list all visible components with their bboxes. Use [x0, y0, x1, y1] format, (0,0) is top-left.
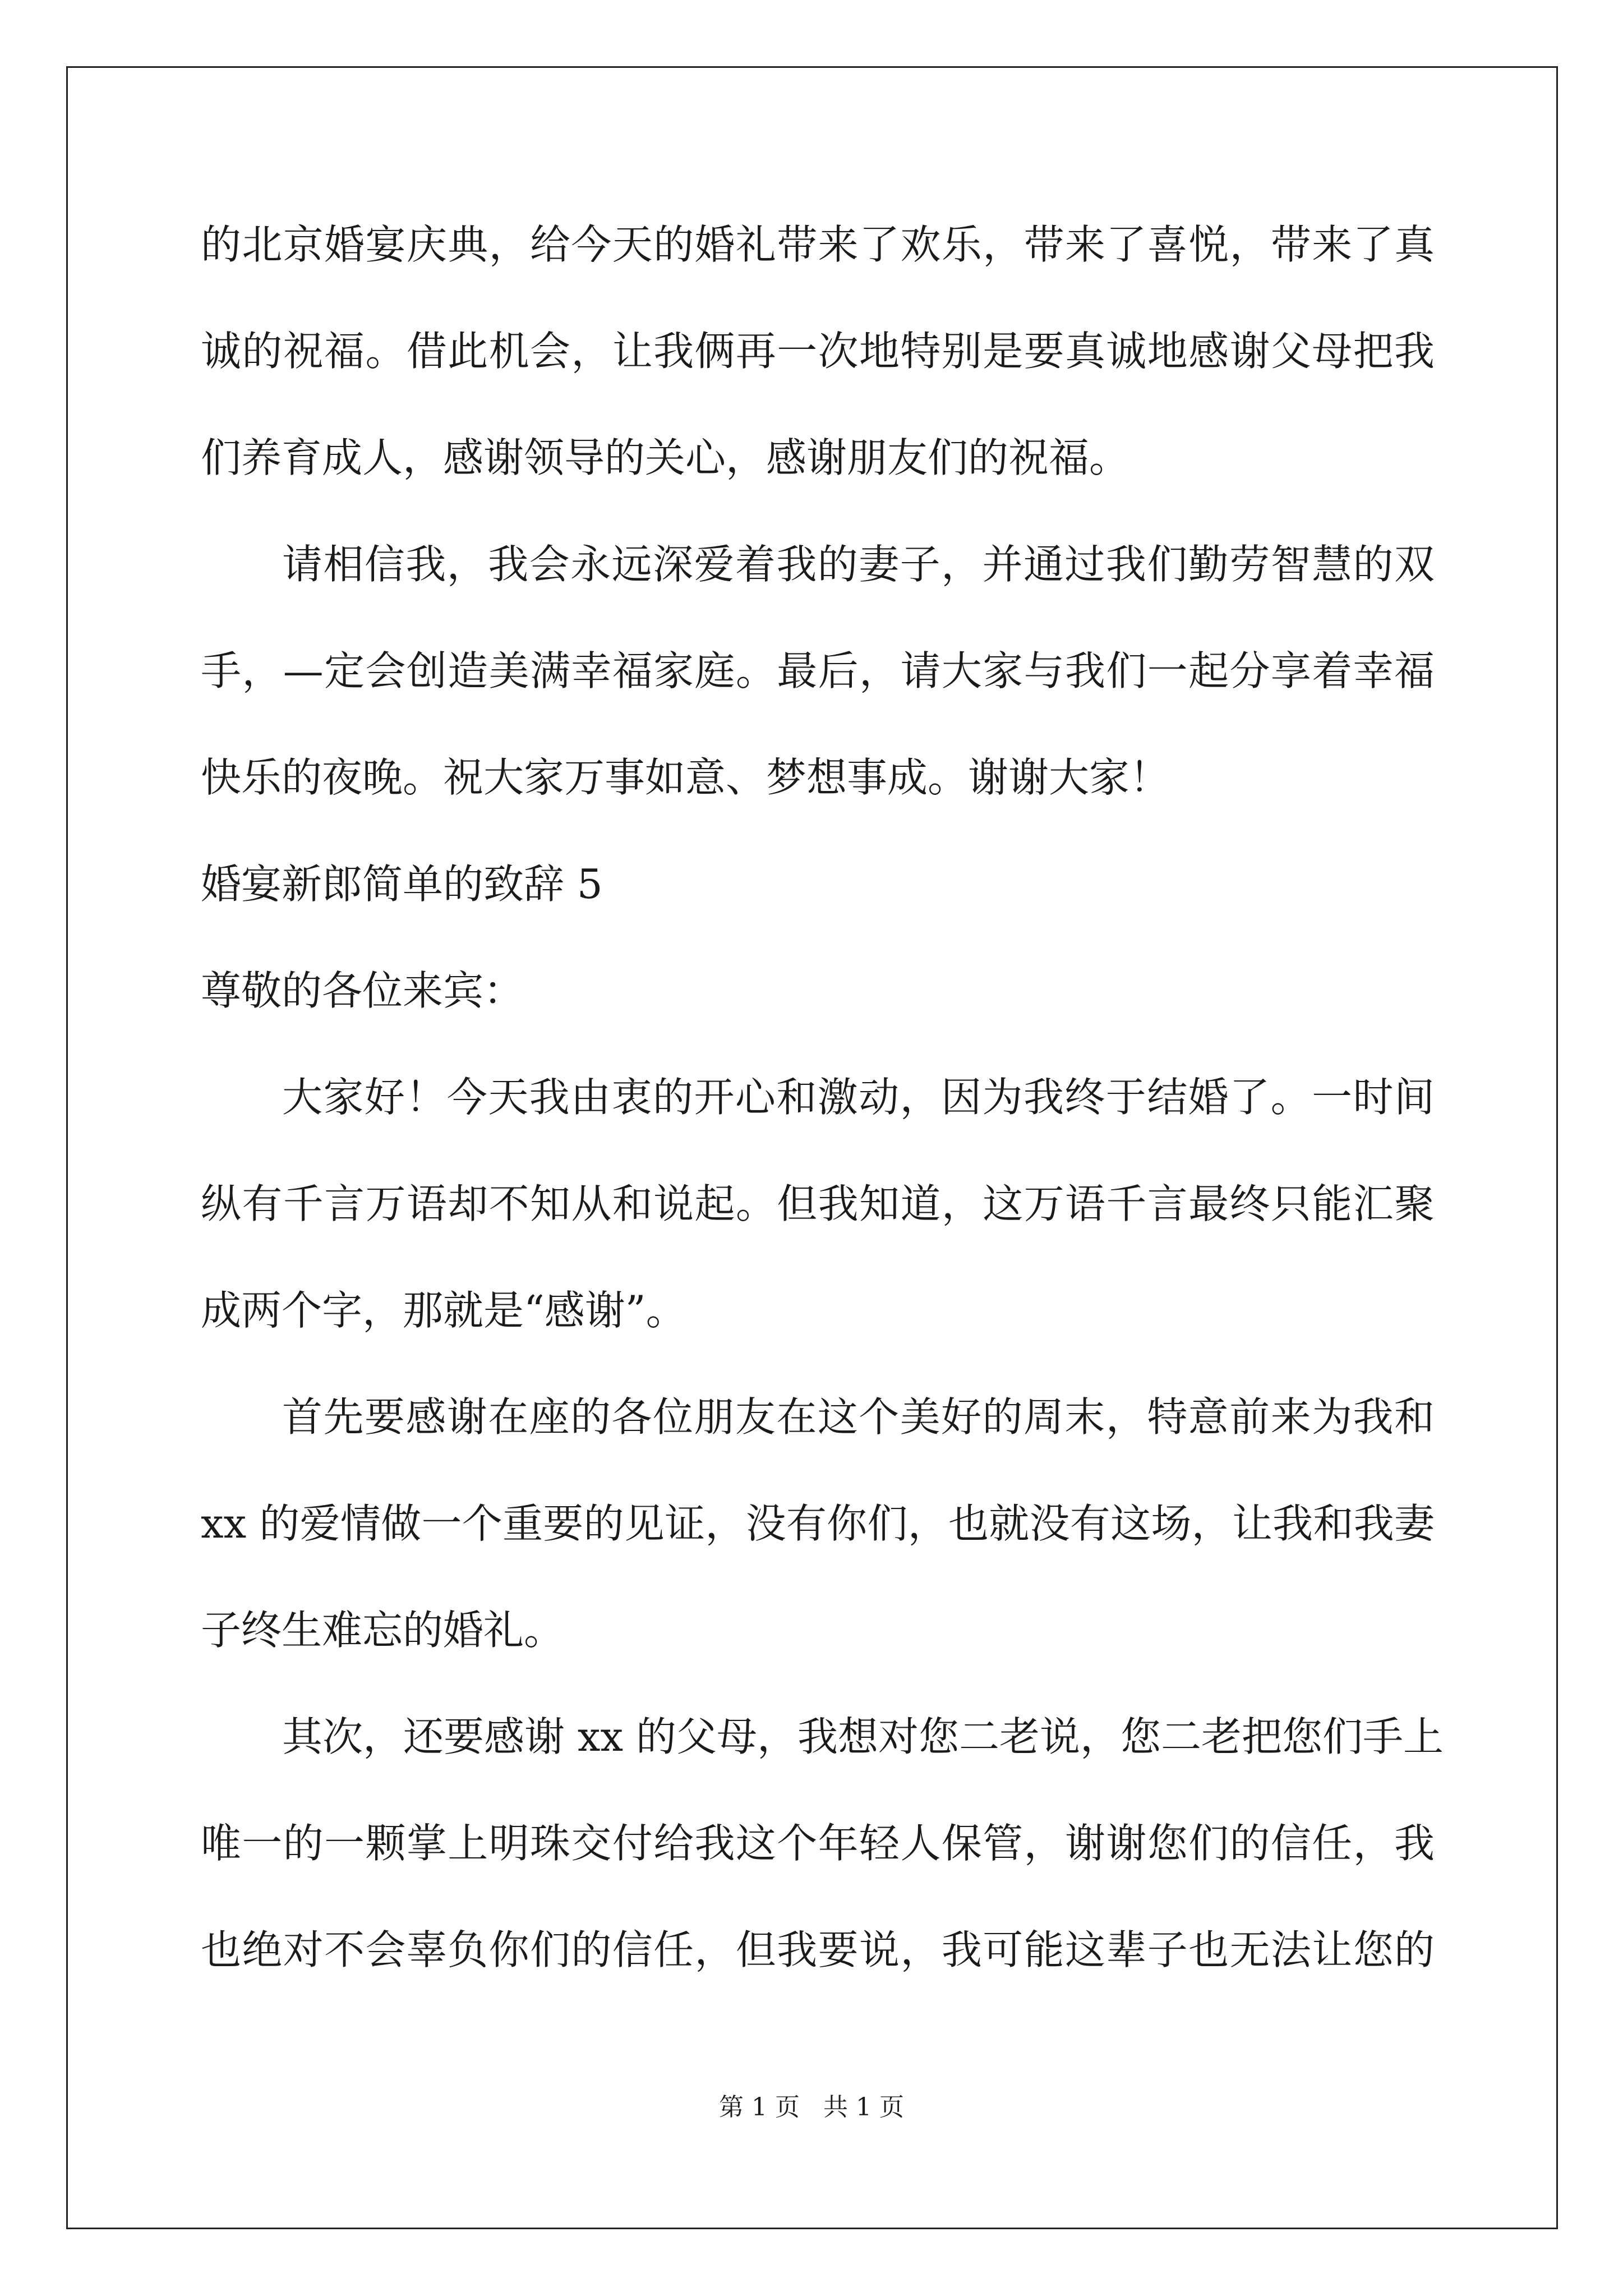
body-line: 快乐的夜晚。祝大家万事如意、梦想事成。谢谢大家！: [201, 754, 1170, 801]
body-line: 纵有千言万语却不知从和说起。但我知道，这万语千言最终只能汇聚: [201, 1180, 1435, 1227]
body-line: 成两个字，那就是“感谢”。: [201, 1287, 686, 1334]
body-line: 子终生难忘的婚礼。: [201, 1607, 565, 1654]
salutation: 尊敬的各位来宾：: [201, 967, 524, 1014]
page-border: [66, 66, 1558, 2229]
body-line: 唯一的一颗掌上明珠交付给我这个年轻人保管，谢谢您们的信任，我: [201, 1820, 1435, 1867]
page-footer: 第 1 页 共 1 页: [719, 2093, 904, 2122]
body-line: 也绝对不会辜负你们的信任，但我要说，我可能这辈子也无法让您的: [201, 1926, 1435, 1973]
body-line: 诚的祝福。借此机会，让我俩再一次地特别是要真诚地感谢父母把我: [201, 328, 1435, 375]
body-line: 大家好！今天我由衷的开心和激动，因为我终于结婚了。一时间: [282, 1074, 1435, 1121]
body-line: 们养育成人，感谢领导的关心，感谢朋友们的祝福。: [201, 434, 1130, 481]
body-line: 手，—定会创造美满幸福家庭。最后，请大家与我们一起分享着幸福: [201, 647, 1435, 694]
body-line: 首先要感谢在座的各位朋友在这个美好的周末，特意前来为我和: [282, 1393, 1435, 1441]
body-line: 其次，还要感谢 xx 的父母，我想对您二老说，您二老把您们手上: [282, 1713, 1444, 1760]
body-line: 请相信我，我会永远深爱着我的妻子，并通过我们勤劳智慧的双: [282, 541, 1435, 588]
body-line: xx 的爱情做一个重要的见证，没有你们，也就没有这场，让我和我妻: [201, 1500, 1435, 1547]
body-line: 的北京婚宴庆典，给今天的婚礼带来了欢乐，带来了喜悦，带来了真: [201, 221, 1435, 268]
section-heading: 婚宴新郎简单的致辞 5: [201, 861, 603, 908]
